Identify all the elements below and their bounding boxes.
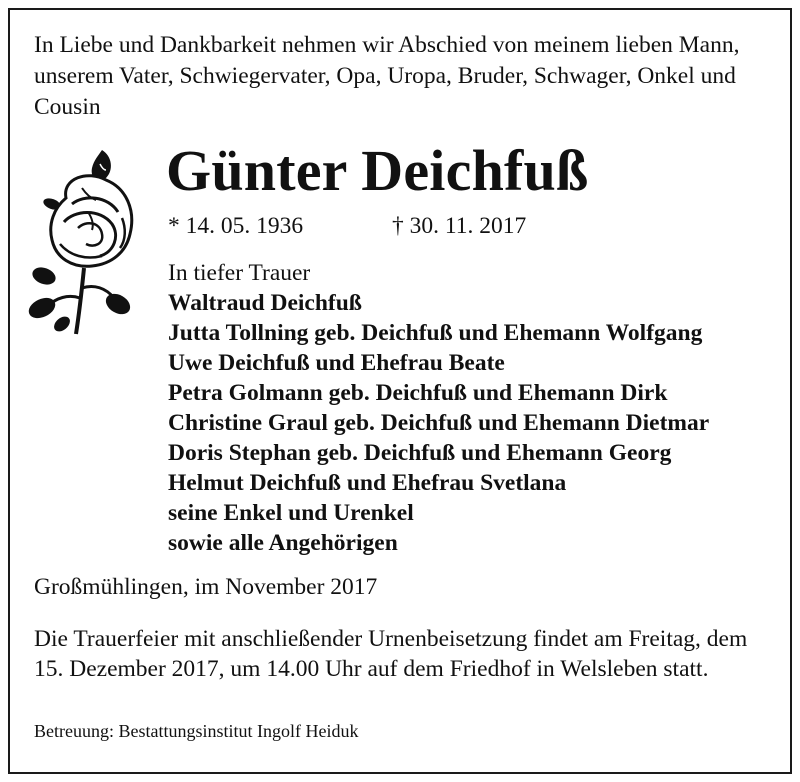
mourners-block: [168, 258, 778, 558]
death-date: † 30. 11. 2017: [392, 213, 527, 239]
mourner-line: Helmut Deichfuß und Ehefrau Svetlana: [168, 470, 567, 496]
mourner-line: Uwe Deichfuß und Ehefrau Beate: [168, 350, 505, 376]
intro-text: In Liebe und Dankbarkeit nehmen wir Abschied von meinem lieben Mann, unserem Vater, Schwiegervater, Opa, Uropa, Bruder, Schwager, Onkel und Cousin: [34, 32, 740, 120]
mourning-lead: In tiefer Trauer: [168, 260, 311, 286]
place-date: Großmühlingen, im November 2017: [34, 574, 378, 600]
rose-icon: [22, 148, 152, 338]
ceremony-text: Die Trauerfeier mit anschließender Urnenbeisetzung findet am Freitag, dem 15. Dezember 2017, um 14.00 Uhr auf dem Friedhof in Welsleben statt.: [34, 626, 748, 682]
birth-date: * 14. 05. 1936: [168, 213, 304, 239]
mourner-line: sowie alle Angehörigen: [168, 530, 398, 556]
mourner-line: Doris Stephan geb. Deichfuß und Ehemann Georg: [168, 440, 672, 466]
mourner-line: Jutta Tollning geb. Deichfuß und Ehemann Wolfgang: [168, 320, 703, 346]
deceased-name: Günter Deichfuß: [166, 138, 589, 203]
mourner-line: Waltraud Deichfuß: [168, 290, 362, 316]
funeral-home-credit: Betreuung: Bestattungsinstitut Ingolf Heiduk: [34, 721, 359, 741]
mourner-line: Christine Graul geb. Deichfuß und Ehemann Dietmar: [168, 410, 710, 436]
mourner-line: seine Enkel und Urenkel: [168, 500, 414, 526]
mourner-line: Petra Golmann geb. Deichfuß und Ehemann Dirk: [168, 380, 668, 406]
